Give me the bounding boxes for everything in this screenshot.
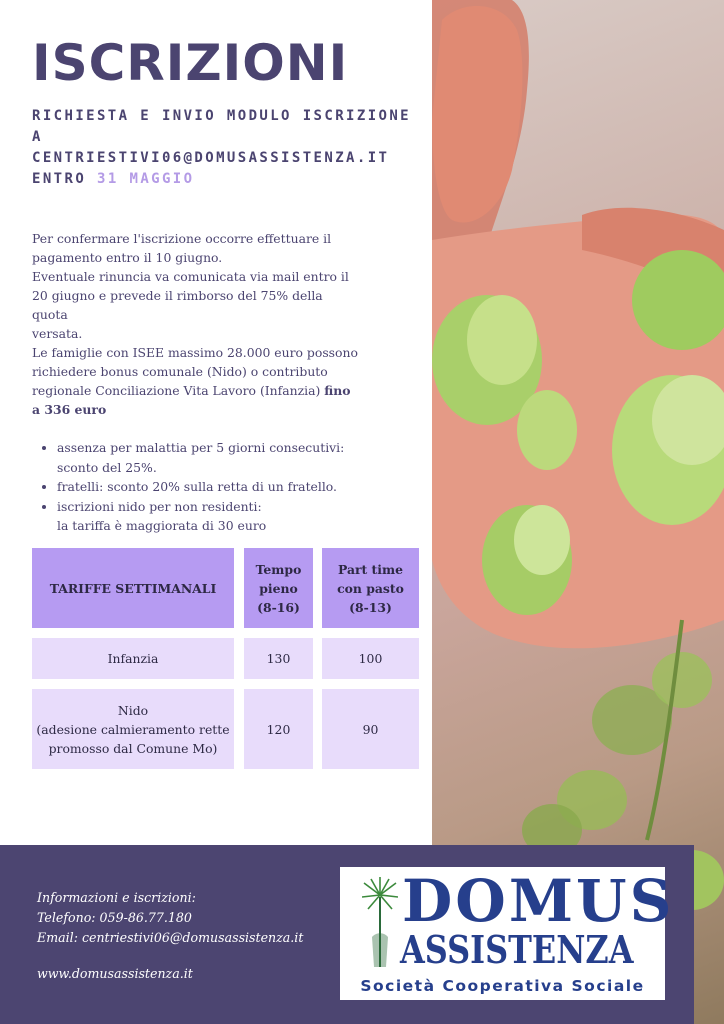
paragraph-bold: a 336 euro [32, 402, 107, 417]
row-label-line: (adesione calmieramento rette [36, 721, 230, 737]
header-line: pieno [259, 580, 298, 596]
paragraph-line: Le famiglie con ISEE massimo 28.000 euro possono [32, 345, 358, 360]
cell-value: 100 [358, 651, 383, 666]
table-row-label-nido [32, 689, 234, 769]
paragraph-line: richiedere bonus comunale (Nido) o contributo [32, 364, 328, 379]
subtitle-deadline-line [32, 169, 427, 190]
header-line: (8-16) [257, 599, 300, 615]
header-line: Part time [337, 561, 403, 577]
logo-text-domus: DOMUS [402, 867, 675, 935]
list-item [57, 438, 387, 477]
subtitle-email: CENTRIESTIVI06@DOMUSASSISTENZA.IT [32, 150, 390, 166]
discount-list [32, 438, 387, 536]
cell-value: 130 [266, 651, 291, 666]
contact-heading: Informazioni e iscrizioni: [37, 890, 196, 905]
subtitle-line: RICHIESTA E INVIO MODULO ISCRIZIONE [32, 108, 412, 124]
table-cell-part-time [322, 689, 419, 769]
list-item-line: sconto del 25%. [57, 459, 157, 475]
paragraph-line: versata. [32, 326, 83, 341]
row-label-line: Nido [117, 702, 149, 718]
header-line: con pasto [337, 580, 404, 596]
table-header-text: TARIFFE SETTIMANALI [49, 580, 217, 596]
paragraph-line: Eventuale rinuncia va comunicata via mail entro il [32, 269, 349, 284]
table-cell-full-time [244, 638, 313, 679]
palm-tree-icon [362, 877, 398, 967]
payment-paragraph [32, 229, 362, 343]
cell-value: 120 [266, 721, 291, 737]
logo-tagline: Società Cooperativa Sociale [360, 977, 645, 995]
cell-value: 90 [362, 721, 379, 737]
list-item [57, 497, 387, 536]
paragraph-line: 20 giugno e prevede il rimborso del 75% della quota [32, 288, 323, 322]
list-item [57, 477, 387, 497]
header-line: Tempo [255, 561, 302, 577]
list-item-line: • fratelli: sconto 20% sulla retta di un fratello. [57, 479, 337, 494]
logo-text-assistenza: ASSISTENZA [400, 927, 634, 972]
paragraph-bold: fino [324, 383, 351, 398]
table-header-full-time [244, 548, 313, 628]
row-label-line: promosso dal Comune Mo) [48, 740, 218, 756]
isee-paragraph [32, 343, 362, 419]
paragraph-text: regionale Conciliazione Vita Lavoro (Infanzia) [32, 383, 321, 398]
subtitle-line: A [32, 129, 43, 145]
page-title: ISCRIZIONI [32, 34, 349, 92]
paragraph-line [32, 400, 362, 419]
registration-instructions [32, 106, 427, 190]
table-header-label [32, 548, 234, 628]
list-item-line: • assenza per malattia per 5 giorni consecutivi: [57, 440, 345, 455]
table-cell-part-time [322, 638, 419, 679]
paragraph-line: Per confermare l'iscrizione occorre effettuare il [32, 231, 332, 246]
paragraph-line [32, 381, 362, 400]
contact-email: Email: centriestivi06@domusassistenza.it [37, 930, 304, 945]
contact-info [37, 888, 303, 948]
paragraph-line: pagamento entro il 10 giugno. [32, 250, 223, 265]
list-item-line: la tariffa è maggiorata di 30 euro [57, 518, 267, 533]
table-cell-full-time [244, 689, 313, 769]
row-label: Infanzia [107, 651, 159, 666]
deadline-prefix: ENTRO [32, 171, 87, 187]
list-item-line: • iscrizioni nido per non residenti: [57, 498, 262, 514]
table-row-label-infanzia [32, 638, 234, 679]
header-line: (8-13) [349, 599, 392, 615]
domus-assistenza-logo [340, 867, 675, 1000]
contact-phone: Telefono: 059-86.77.180 [37, 910, 192, 925]
deadline-date: 31 MAGGIO [97, 171, 195, 187]
table-header-part-time [322, 548, 419, 628]
website-link: www.domusassistenza.it [37, 966, 193, 981]
